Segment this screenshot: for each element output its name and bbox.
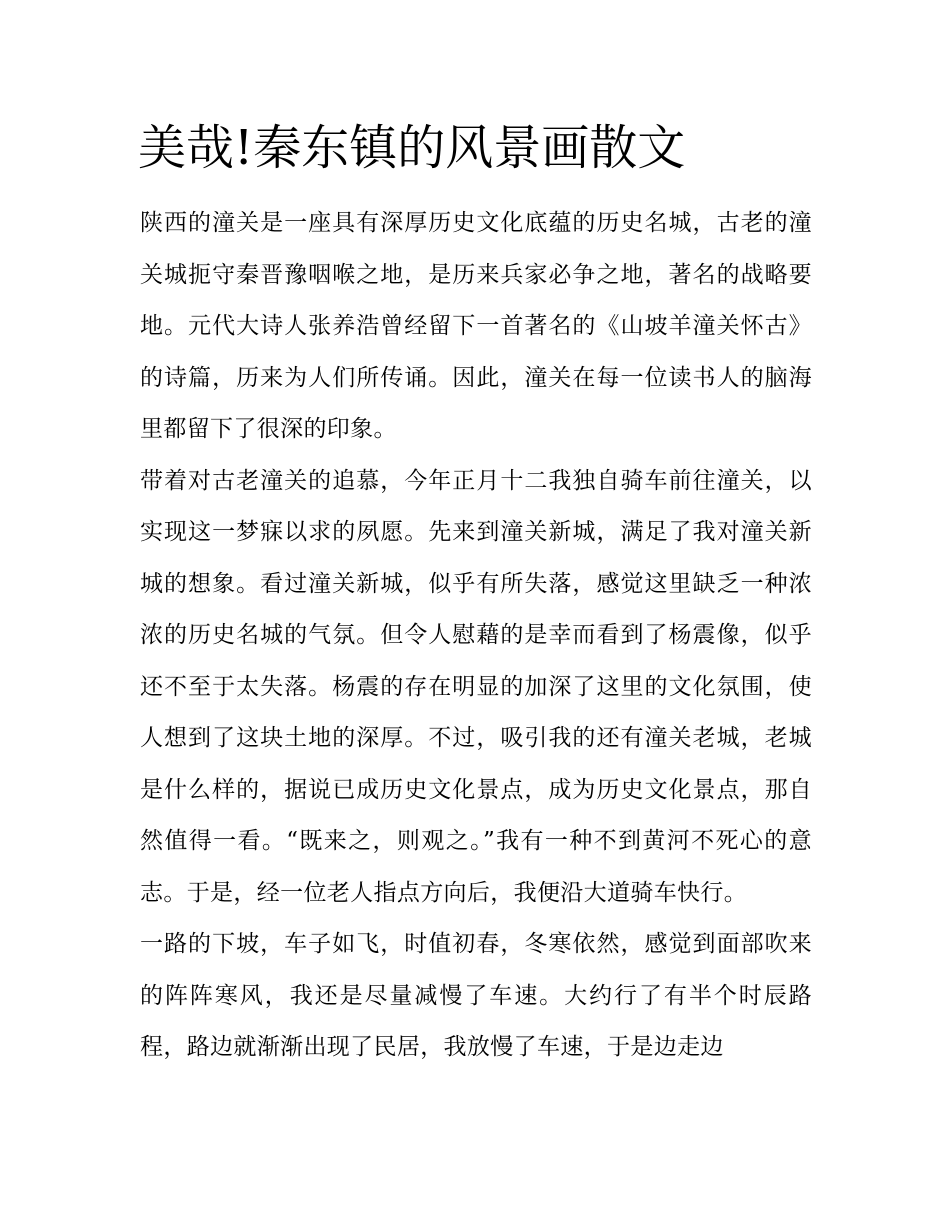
paragraph-3: 一路的下坡，车子如飞，时值初春，冬寒依然，感觉到面部吹来的阵阵寒风，我还是尽量减慢了车速。大约行了有半个时辰路程，路边就渐渐出现了民居，我放慢了车速，于是边走边 <box>140 931 812 1060</box>
document-body <box>140 198 812 1074</box>
paragraph-1: 陕西的潼关是一座具有深厚历史文化底蕴的历史名城，古老的潼关城扼守秦晋豫咽喉之地，是历来兵家必争之地，著名的战略要地。元代大诗人张养浩曾经留下一首著名的《山坡羊潼关怀古》的诗篇，历来为人们所传诵。因此，潼关在每一位读书人的脑海里都留下了很深的印象。 <box>140 210 812 442</box>
paragraph-2: 带着对古老潼关的追慕，今年正月十二我独自骑车前往潼关，以实现这一梦寐以求的夙愿。先来到潼关新城，满足了我对潼关新城的想象。看过潼关新城，似乎有所失落，感觉这里缺乏一种浓浓的历史名城的气氛。但令人慰藉的是幸而看到了杨震像，似乎还不至于太失落。杨震的存在明显的加深了这里的文化氛围，使人想到了这块土地的深厚。不过，吸引我的还有潼关老城，老城是什么样的，据说已成历史文化景点，成为历史文化景点，那自然值得一看。“既来之，则观之。”我有一种不到黄河不死心的意志。于是，经一位老人指点方向后，我便沿大道骑车快行。 <box>140 467 812 906</box>
document-title: 美哉!秦东镇的风景画散文 <box>138 120 686 176</box>
